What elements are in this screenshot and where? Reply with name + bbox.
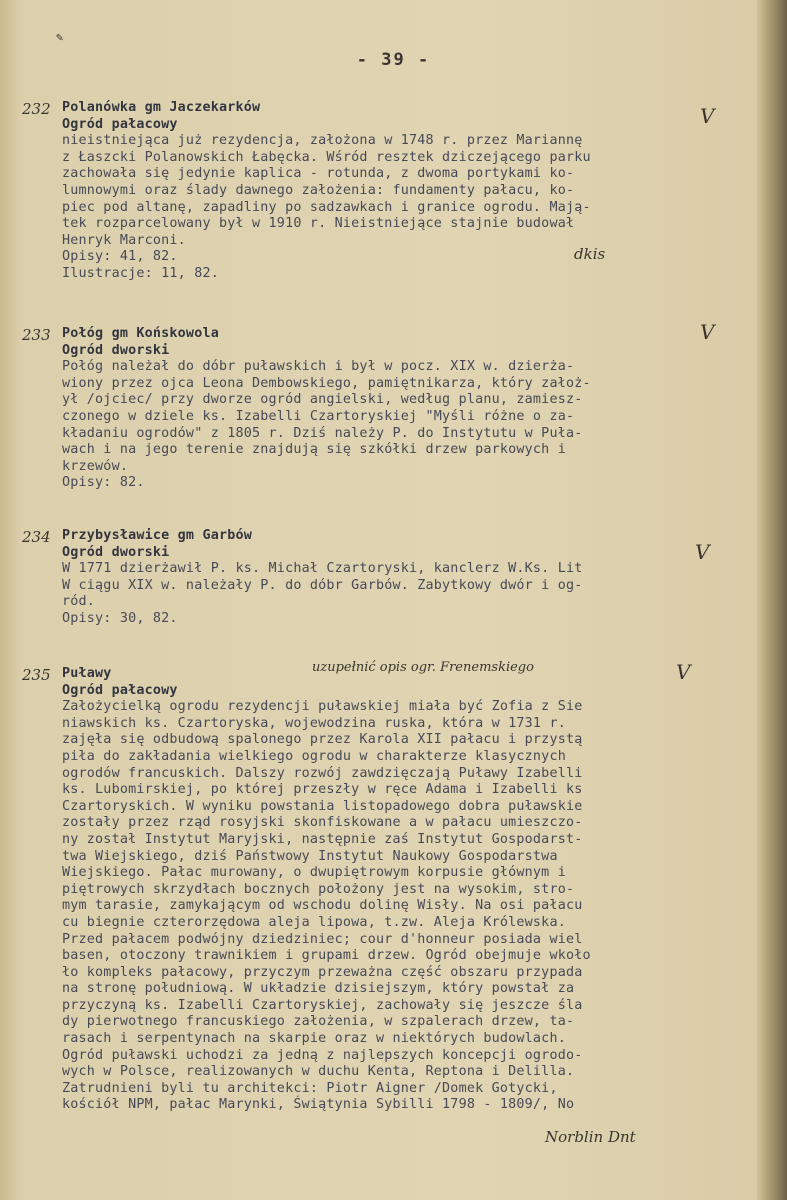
text-line: piła do zakładania wielkiego ogrodu w charakterze klasycznych (62, 748, 566, 764)
garden-type: Ogród dworski (62, 342, 170, 358)
check-mark-icon: V (676, 660, 691, 684)
handwritten-note: uzupełnić opis ogr. Frenemskiego (312, 660, 534, 675)
garden-type: Ogród dworski (62, 544, 170, 560)
text-line: zachowała się jedynie kaplica - rotunda, z dwoma portykami ko- (62, 166, 575, 182)
entry-235 (22, 666, 772, 1114)
handwritten-footer-note: Norblin Dnt (545, 1128, 636, 1146)
text-line: niawskich ks. Czartoryska, wojewodzina ruska, która w 1731 r. (62, 715, 566, 731)
text-line: wach i na jego terenie znajdują się szkółki drzew parkowych i (62, 442, 566, 458)
text-line: Wiejskiego. Pałac murowany, o dwupiętrowym korpusie głównym i (62, 865, 566, 881)
ink-mark-icon: ✎ (56, 30, 64, 44)
handwritten-note: dkis (574, 245, 606, 263)
text-line: ył /ojciec/ przy dworze ogród angielski, według planu, zamiesz- (62, 392, 583, 408)
page-number: - 39 - (356, 50, 431, 70)
text-line: tek rozparcelowany był w 1910 r. Nieistniejące stajnie budował (62, 216, 575, 232)
text-line: ogrodów francuskich. Dalszy rozwój zawdzięczają Puławy Izabelli (62, 765, 583, 781)
text-line: czonego w dziele ks. Izabelli Czartoryskiej "Myśli różne o za- (62, 408, 575, 424)
garden-type: Ogród pałacowy (62, 682, 178, 698)
text-line: cu biegnie czterorzędowa aleja lipowa, t.zw. Aleja Królewska. (62, 914, 566, 930)
text-line: W 1771 dzierżawił P. ks. Michał Czartoryski, kanclerz W.Ks. Lit (62, 561, 583, 577)
text-line: zajęła się odbudową spalonego przez Karola XII pałacu i przystą (62, 732, 583, 748)
text-line: lumnowymi oraz ślady dawnego założenia: fundamenty pałacu, ko- (62, 182, 575, 198)
garden-type: Ogród pałacowy (62, 116, 178, 132)
descriptions-ref: Opisy: 82. (62, 475, 145, 491)
entry-234 (22, 528, 772, 628)
text-line: kościół NPM, pałac Marynki, Świątynia Sybilli 1798 - 1809/, No (62, 1097, 575, 1113)
text-line: Ogród puławski uchodzi za jedną z najlepszych koncepcji ogrodo- (62, 1047, 583, 1063)
text-line: Połóg należał do dóbr puławskich i był w pocz. XIX w. dzierża- (62, 359, 575, 375)
text-line: ło kompleks pałacowy, przyczym przeważna część obszaru przypada (62, 964, 583, 980)
text-line: wiony przez ojca Leona Dembowskiego, pamiętnikarza, który założ- (62, 375, 591, 391)
text-line: przyczyną ks. Izabelli Czartoryskiej, zachowały się jeszcze śla (62, 997, 583, 1013)
entry-number: 235 (22, 666, 51, 684)
text-line: z Łaszcki Polanowskich Łabęcka. Wśród resztek dziczejącego parku (62, 149, 591, 165)
text-line: Zatrudnieni byli tu architekci: Piotr Aigner /Domek Gotycki, (62, 1080, 558, 1096)
text-line: dy pierwotnego francuskiego założenia, w szpalerach drzew, ta- (62, 1014, 575, 1030)
text-line: Przed pałacem podwójny dziedziniec; cour d'honneur posiada wiel (62, 931, 583, 947)
illustrations-ref: Ilustracje: 11, 82. (62, 265, 219, 281)
descriptions-ref: Opisy: 41, 82. (62, 249, 178, 265)
check-mark-icon: V (695, 540, 710, 564)
place-heading: Połóg gm Końskowola (62, 326, 219, 341)
entry-number: 232 (22, 100, 51, 118)
text-line: Założycielką ogrodu rezydencji puławskiej miała być Zofia z Sie (62, 699, 583, 715)
text-line: Czartoryskich. W wyniku powstania listopadowego dobra puławskie (62, 798, 583, 814)
place-heading: Polanówka gm Jaczekarków (62, 100, 261, 115)
entry-number: 234 (22, 528, 51, 546)
entry-number: 233 (22, 326, 51, 344)
text-line: krzewów. (62, 458, 129, 474)
text-line: ny został Instytut Maryjski, następnie zaś Instytut Gospodarst- (62, 831, 583, 847)
text-line: piec pod altanę, zapadliny po sadzawkach i granice ogrodu. Mają- (62, 199, 591, 215)
check-mark-icon: V (700, 320, 715, 344)
text-line: ks. Lubomirskiej, po której przeszły w ręce Adama i Izabelli ks (62, 782, 583, 798)
text-line: twa Wiejskiego, dziś Państwowy Instytut Naukowy Gospodarstwa (62, 848, 558, 864)
check-mark-icon: V (700, 104, 715, 128)
entry-232 (22, 100, 772, 283)
text-line: ród. (62, 594, 96, 610)
text-line: mym tarasie, zamykającym od wschodu dolinę Wisły. Na osi pałacu (62, 898, 583, 914)
text-line: nieistniejąca już rezydencja, założona w 1748 r. przez Mariannę (62, 133, 583, 149)
place-heading: Przybysławice gm Garbów (62, 528, 253, 543)
text-line: wych w Polsce, realizowanych w duchu Kenta, Reptona i Delilla. (62, 1064, 575, 1080)
text-line: zostały przez rząd rosyjski skonfiskowane a w pałacu umieszczo- (62, 815, 583, 831)
text-line: W ciągu XIX w. należały P. do dóbr Garbów. Zabytkowy dwór i og- (62, 577, 583, 593)
entry-233 (22, 326, 772, 492)
text-line: piętrowych skrzydłach bocznych położony jest na wysokim, stro- (62, 881, 575, 897)
place-heading: Puławy (62, 666, 112, 681)
text-line: kładaniu ogrodów" z 1805 r. Dziś należy P. do Instytutu w Puła- (62, 425, 583, 441)
text-line: Henryk Marconi. (62, 232, 186, 248)
text-line: basen, otoczony trawnikiem i grupami drzew. Ogród obejmuje wkoło (62, 948, 591, 964)
descriptions-ref: Opisy: 30, 82. (62, 610, 178, 626)
text-line: rasach i serpentynach na skarpie oraz w niektórych budowlach. (62, 1031, 566, 1047)
text-line: na stronę południową. W układzie dzisiejszym, który powstał za (62, 981, 575, 997)
